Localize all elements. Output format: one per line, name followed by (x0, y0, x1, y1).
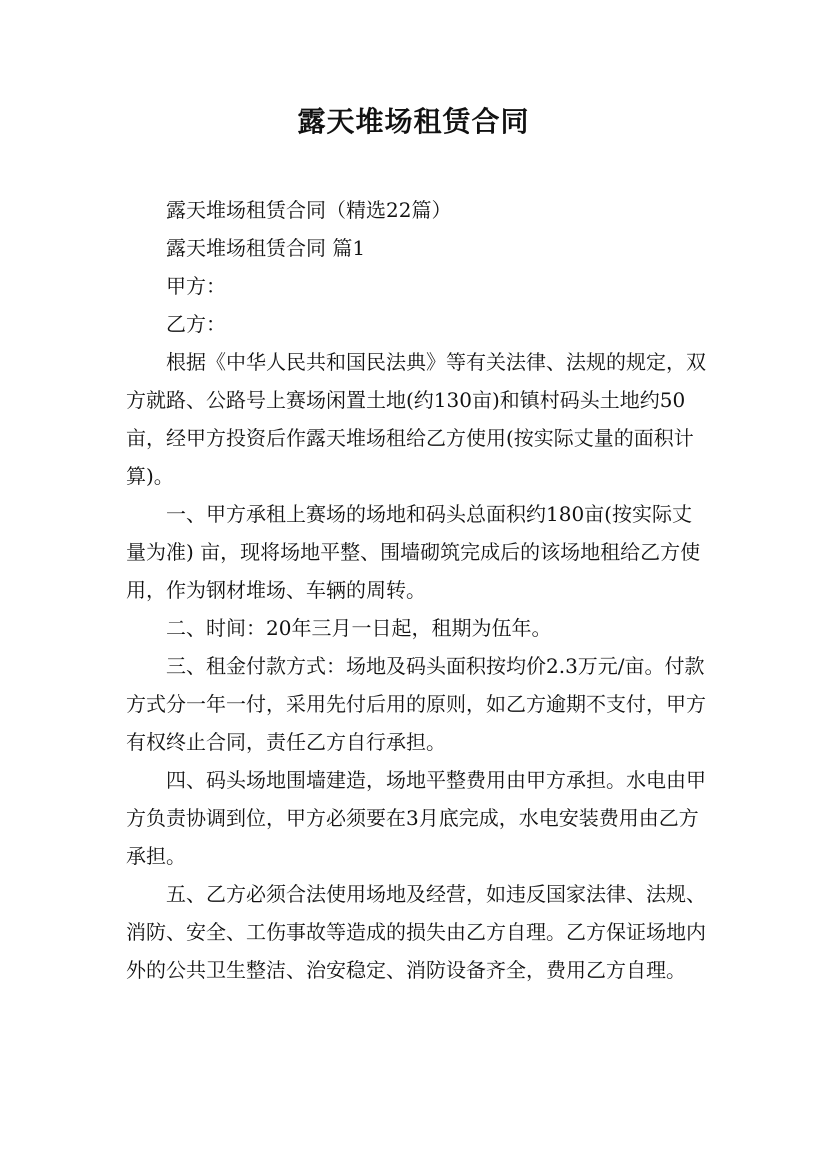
paragraph-party-b: 乙方： (166, 312, 226, 336)
paragraph-clause-2: 二、时间：20年三月一日起，租期为伍年。 (166, 616, 552, 640)
document-title: 露天堆场租赁合同 (297, 105, 530, 138)
paragraph-party-a: 甲方： (166, 274, 226, 298)
paragraph-clause-1: 一、甲方承租上赛场的场地和码头总面积约180亩(按实际丈量为准) 亩，现将场地平整、围墙砌筑完成后的该场地租给乙方使用，作为钢材堆场、车辆的周转。 (126, 502, 701, 602)
paragraph-clause-5: 五、乙方必须合法使用场地及经营，如违反国家法律、法规、消防、安全、工伤事故等造成的损失由乙方自理。乙方保证场地内外的公共卫生整洁、治安稳定、消防设备齐全，费用乙方自理。 (126, 882, 706, 982)
document-body (126, 191, 706, 989)
paragraph-section-heading: 露天堆场租赁合同 篇1 (166, 236, 366, 260)
paragraph-clause-3: 三、租金付款方式：场地及码头面积按均价2.3万元/亩。付款方式分一年一付，采用先付后用的原则，如乙方逾期不支付，甲方有权终止合同，责任乙方自行承担。 (126, 654, 706, 754)
paragraph-subtitle: 露天堆场租赁合同（精选22篇） (166, 198, 452, 222)
paragraph-preamble: 根据《中华人民共和国民法典》等有关法律、法规的规定，双方就路、公路号上赛场闲置土地(约130亩)和镇村码头土地约50亩，经甲方投资后作露天堆场租给乙方使用(按实际丈量的面积计算)。 (126, 350, 706, 488)
paragraph-clause-4: 四、码头场地围墙建造，场地平整费用由甲方承担。水电由甲方负责协调到位，甲方必须要在3月底完成，水电安装费用由乙方承担。 (126, 768, 706, 868)
